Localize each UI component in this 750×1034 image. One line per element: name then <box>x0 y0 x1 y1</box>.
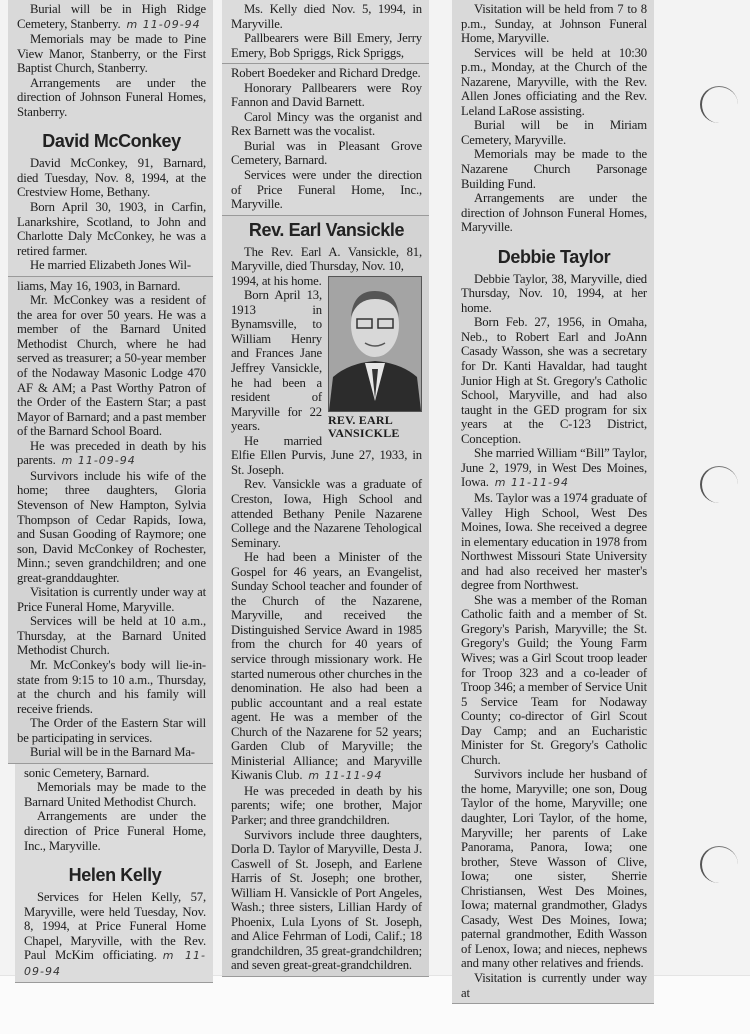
clipping-piece <box>15 764 213 983</box>
paragraph-text: Burial will be in Miriam Cemetery, Maryville. <box>461 118 647 147</box>
obituary-paragraph <box>461 46 647 119</box>
clipping-piece <box>8 0 213 276</box>
clipping-piece <box>8 277 213 763</box>
obituary-paragraph <box>231 434 422 478</box>
paragraph-text: He had been a Minister of the Gospel for 46 years, an Evangelist, Sunday School teacher and founder of the Church of the Nazarene, Maryville, and received the Distinguished Service Award in 1985 from the church for 40 years of service through missionary work. He started numerous other churches in the denomination. He also had been a public accountant and a real estate agent. He was a member of the Church of the Nazarene for 52 years; Garden Club of Maryville; the Ministerial Alliance; and Maryville Kiwanis Club. <box>231 550 422 783</box>
obituary-paragraph <box>461 446 647 491</box>
handwritten-date-note: m 11-09-94 <box>61 454 136 468</box>
obituary-paragraph <box>231 550 422 784</box>
portrait-photo <box>328 276 422 440</box>
obituary-paragraph <box>231 110 422 139</box>
paragraph-text: Robert Boedeker and Richard Dredge. <box>231 66 421 81</box>
obituary-paragraph <box>231 66 422 81</box>
obituary-paragraph <box>461 767 647 971</box>
paragraph-text: Burial will be in High Ridge Cemetery, Stanberry. <box>17 2 206 31</box>
punch-hole-bottom <box>700 846 738 883</box>
obituary-heading: David McConkey <box>42 131 181 152</box>
punch-hole-middle <box>700 466 738 503</box>
paragraph-text: sonic Cemetery, Barnard. <box>24 765 150 780</box>
paragraph-text: She was a member of the Roman Catholic faith and a member of St. Gregory's Parish, Maryville; the St. Gregory's Guild; the Young Farm Wives; was a Girl Scout troop leader for Troop 323 and a co-leader of Troop 346; a member of Service Unit 5 Service Team for Nodaway County; co-director of Girl Scout Day Camp; and an Eucharistic Minister for St. Gregory's Catholic Church. <box>461 592 647 767</box>
obituary-paragraph <box>17 32 206 76</box>
obituary-paragraph <box>17 439 206 469</box>
obituary-paragraph <box>461 118 647 147</box>
paragraph-text: The Order of the Eastern Star will be participating in services. <box>17 716 206 745</box>
obituary-paragraph <box>17 745 206 760</box>
obituary-paragraph <box>461 315 647 446</box>
obituary-paragraph <box>17 585 206 614</box>
paragraph-text: Services will be held at 10 a.m., Thursday, at the Barnard United Methodist Church. <box>17 614 206 658</box>
clipping-piece <box>452 0 654 1003</box>
obituary-paragraph <box>461 593 647 768</box>
paragraph-text: He was preceded in death by his parents. <box>17 438 206 468</box>
paragraph-text: Visitation is currently under way at <box>461 971 647 1000</box>
paragraph-text: Born Feb. 27, 1956, in Omaha, Neb., to Robert Earl and JoAnn Casady Wasson, she was a secretary for Dr. Kanti Havaldar, had taught Junior High at St. Gregory's Catholic School, Maryville, and had also taught in the GED program for six years at the C-123 District, Conception. <box>461 315 647 446</box>
handwritten-date-note: m 11-09-94 <box>24 949 206 978</box>
obituary-heading: Rev. Earl Vansickle <box>248 219 405 240</box>
paragraph-text: He married Elizabeth Jones Wil- <box>30 258 191 273</box>
paragraph-text: Ms. Taylor was a 1974 graduate of Valley High School, West Des Moines, Iowa. She received a degree in elementary education in 1978 from Northwest Missouri State University and had also received her master's degree from Northwest. <box>461 490 647 593</box>
paragraph-text: Born April 13, 1913 in Bynamsville, to William Henry and Frances Jane Jeffrey Vansickle, he had been a resident of Maryville for 22 years. <box>231 288 322 434</box>
obituary-heading: Helen Kelly <box>68 865 162 886</box>
obituary-paragraph <box>231 31 422 60</box>
handwritten-date-note: m 11-11-94 <box>308 769 383 783</box>
obituary-paragraph <box>17 76 206 120</box>
paragraph-text: She married William “Bill” Taylor, June 2, 1979, in West Des Moines, Iowa. <box>461 446 647 490</box>
paragraph-text: Services were under the direction of Price Funeral Home, Inc., Maryville. <box>231 168 422 212</box>
paragraph-text: Carol Mincy was the organist and Rex Barnett was the vocalist. <box>231 109 422 139</box>
paragraph-text: 1994, at his home. <box>231 273 322 288</box>
paragraph-text: liams, May 16, 1903, in Barnard. <box>17 278 181 293</box>
paragraph-text: Services for Helen Kelly, 57, Maryville, were held Tuesday, Nov. 8, 1994, at Price Funeral Home Chapel, Maryville, with the Rev. Paul McKim officiating. <box>24 890 206 963</box>
obituary-paragraph <box>24 766 206 781</box>
paragraph-text: Burial was in Pleasant Grove Cemetery, Barnard. <box>231 138 422 168</box>
obituary-paragraph <box>231 168 422 212</box>
column-right <box>452 0 654 1004</box>
paragraph-text: Arrangements are under the direction of Johnson Funeral Homes, Stanberry. <box>17 75 206 119</box>
obituary-paragraph <box>17 716 206 745</box>
paragraph-text: Debbie Taylor, 38, Maryville, died Thursday, Nov. 10, 1994, at her home. <box>461 271 647 315</box>
paragraph-text: Arrangements are under the direction of Price Funeral Home, Inc., Maryville. <box>24 809 206 853</box>
paragraph-text: Survivors include his wife of the home; three daughters, Gloria Stevenson of New Hampton, Sylvia Thompson of Cedar Rapids, Iowa, and Susan Gooding of Raymore; one son, David McConkey of Rochester, Minn.; seven grandchildren; and one great-granddaughter. <box>17 468 206 585</box>
portrait-image <box>328 276 422 412</box>
paragraph-text: He married Elfie Ellen Purvis, June 27, 1933, in St. Joseph. <box>231 433 422 477</box>
obituary-paragraph <box>17 293 206 438</box>
obituary-paragraph <box>461 491 647 593</box>
obituary-paragraph <box>231 139 422 168</box>
obituary-paragraph <box>17 200 206 258</box>
paragraph-text: Memorials may be made to the Barnard United Methodist Church. <box>24 780 206 809</box>
punch-hole-top <box>700 86 738 123</box>
paragraph-text: Mr. McConkey's body will lie-in-state from 9:15 to 10 a.m., Thursday, at the church and his family will receive friends. <box>17 657 206 716</box>
obituary-paragraph <box>461 191 647 235</box>
obituary-paragraph <box>231 477 422 550</box>
obituary-paragraph <box>17 156 206 200</box>
obituary-paragraph <box>231 828 422 973</box>
clipping-piece <box>222 0 429 63</box>
obituary-paragraph <box>24 780 206 809</box>
obituary-paragraph <box>24 890 206 979</box>
clipping-piece <box>222 216 429 976</box>
obituary-paragraph <box>231 784 422 828</box>
paragraph-text: He was preceded in death by his parents; wife; one brother, Major Parker; and three grandchildren. <box>231 783 422 827</box>
obituary-heading: Debbie Taylor <box>497 246 611 267</box>
obituary-paragraph <box>461 2 647 46</box>
paragraph-text: Rev. Vansickle was a graduate of Creston, Iowa, High School and attended Bethany Penile Nazarene College and the Nazarene Tehological Seminary. <box>231 477 422 550</box>
paragraph-text: Mr. McConkey was a resident of the area for over 50 years. He was a member of the Barnard United Methodist Church, where he had served as treasurer; a 50-year member of the Nodaway Masonic Lodge 470 AF & AM; a Past Worthy Patron of the Order of the Eastern Star; a past Mayor of Barnard; and a past member of the Barnard School Board. <box>17 293 206 439</box>
obituary-paragraph <box>17 279 206 294</box>
photo-caption: REV. EARL VANSICKLE <box>328 412 400 440</box>
column-middle <box>222 0 429 977</box>
obituary-paragraph <box>17 258 206 273</box>
obituary-paragraph <box>231 2 422 31</box>
obituary-paragraph <box>24 809 206 853</box>
obituary-paragraph <box>17 2 206 32</box>
paragraph-text: Ms. Kelly died Nov. 5, 1994, in Maryville. <box>231 2 422 31</box>
paragraph-text: Services will be held at 10:30 p.m., Monday, at the Church of the Nazarene, Maryville, with the Rev. Allen Jones officiating and the Rev. Leland LaRose assisting. <box>461 45 647 118</box>
paragraph-text: Honorary Pallbearers were Roy Fannon and David Barnett. <box>231 80 422 110</box>
paragraph-text: David McConkey, 91, Barnard, died Tuesday, Nov. 8, 1994, at the Crestview Home, Bethany. <box>17 156 206 200</box>
paragraph-text: Born April 30, 1903, in Carfin, Lanarkshire, Scotland, to John and Charlotte Daly McConkey, he was a retired farmer. <box>17 200 206 258</box>
handwritten-date-note: m 11-09-94 <box>126 17 201 31</box>
clipping-piece <box>222 64 429 214</box>
paragraph-text: Survivors include her husband of the home, Maryville; one son, Doug Taylor of the home, Maryville; one daughter, Lori Taylor, of the home, Maryville; her parents of Lake Panorama, Panora, Iowa; one brother, Steve Wasson of Clive, Iowa; one sister, Sherrie Christiansen, West Des Moines, Iowa; maternal grandmother, Gladys Casady, West Des Moines, Iowa; paternal grandmother, Edith Wasson of Lenox, Iowa; and nieces, nephews and many other relatives and friends. <box>461 767 647 971</box>
obituary-paragraph <box>231 245 422 274</box>
obituary-paragraph <box>461 147 647 191</box>
paragraph-text: Arrangements are under the direction of Johnson Funeral Homes, Maryville. <box>461 191 647 235</box>
paragraph-text: Visitation is currently under way at Price Funeral Home, Maryville. <box>17 585 206 614</box>
paragraph-text: Burial will be in the Barnard Ma- <box>30 745 195 760</box>
obituary-paragraph <box>461 971 647 1000</box>
paragraph-text: Pallbearers were Bill Emery, Jerry Emery, Bob Spriggs, Rick Spriggs, <box>231 31 422 60</box>
paragraph-text: Memorials may be made to Pine View Manor, Stanberry, or the First Baptist Church, Stanberry. <box>17 32 206 76</box>
obituary-paragraph <box>17 469 206 585</box>
paragraph-text: Visitation will be held from 7 to 8 p.m., Sunday, at Johnson Funeral Home, Maryville. <box>461 2 647 46</box>
obituary-paragraph <box>17 614 206 658</box>
column-left <box>8 0 213 983</box>
paragraph-text: Memorials may be made to the Nazarene Church Parsonage Building Fund. <box>461 147 647 191</box>
paragraph-text: The Rev. Earl A. Vansickle, 81, Maryville, died Thursday, Nov. 10, <box>231 244 422 274</box>
obituary-paragraph <box>17 658 206 716</box>
handwritten-date-note: m 11-11-94 <box>494 476 569 490</box>
paragraph-text: Survivors include three daughters, Dorla D. Taylor of Maryville, Desta J. Caswell of St. Joseph, and Earlene Harris of St. Joseph; one brother, William H. Vansickle of Port Angeles, Wash.; three sisters, Lillian Hardy of Phoenix, Lula Lyons of St. Joseph, and Alice Fehrman of Lodi, Calif.; 18 grandchildren, 35 great-grandchildren; and seven great-great-grandchildren. <box>231 827 422 973</box>
obituary-paragraph <box>461 272 647 316</box>
obituary-paragraph <box>231 81 422 110</box>
